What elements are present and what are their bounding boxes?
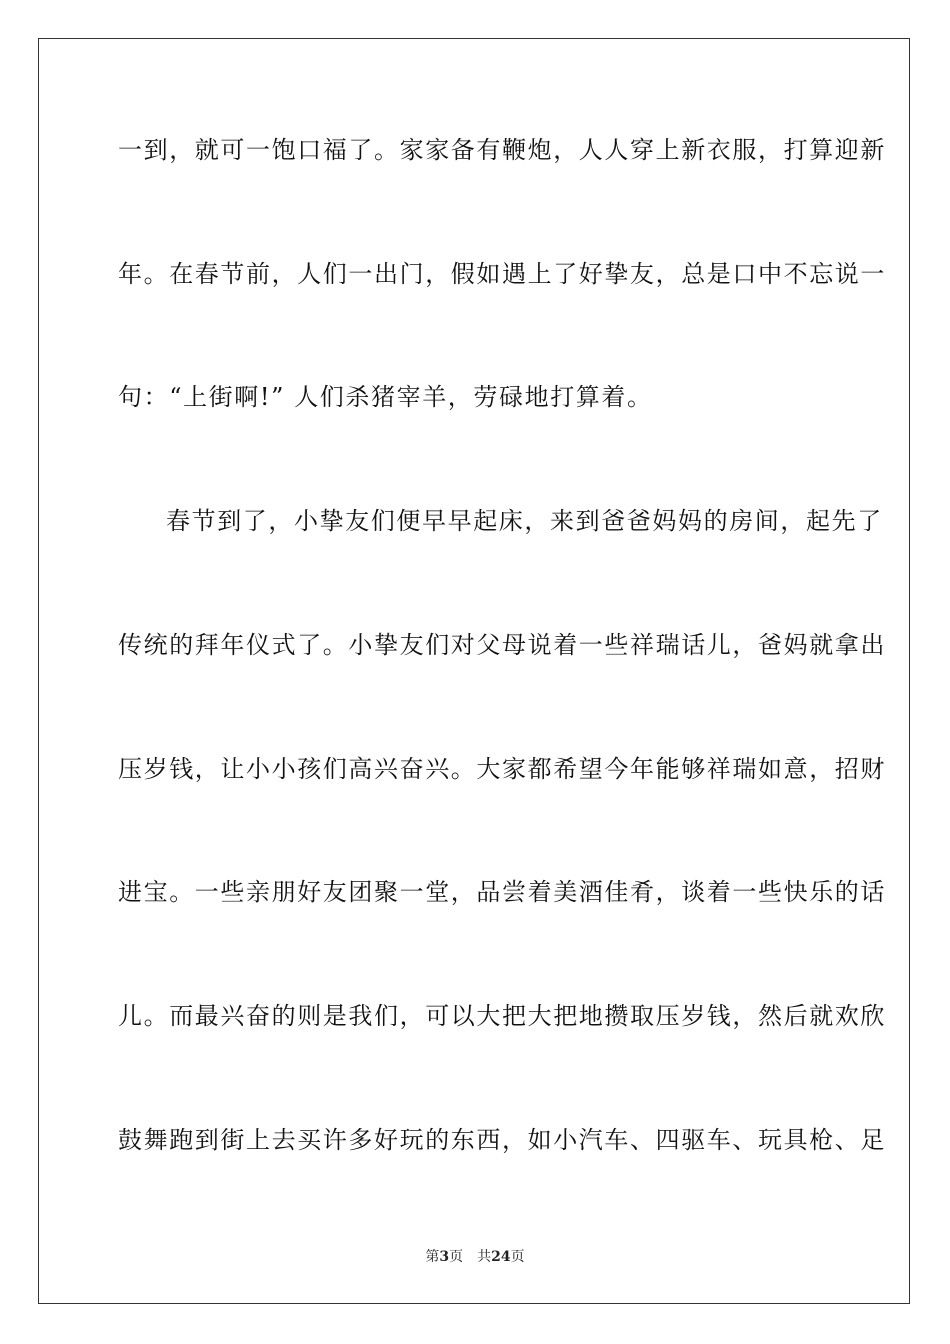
text-line-7: 进宝。一些亲朋好友团聚一堂，品尝着美酒佳肴，谈着一些快乐的话 bbox=[118, 878, 886, 906]
page-prefix: 第 bbox=[425, 1249, 440, 1265]
text-line-3: 句：“上街啊!” 人们杀猪宰羊，劳碌地打算着。 bbox=[118, 383, 653, 411]
total-prefix: 共 bbox=[477, 1249, 492, 1265]
text-line-9: 鼓舞跑到街上去买许多好玩的东西，如小汽车、四驱车、玩具枪、足 bbox=[118, 1126, 886, 1154]
page-border bbox=[38, 38, 910, 1304]
page-footer bbox=[0, 1247, 950, 1267]
text-line-1: 一到，就可一饱口福了。家家备有鞭炮，人人穿上新衣服，打算迎新 bbox=[118, 136, 886, 164]
text-line-6: 压岁钱，让小小孩们高兴奋兴。大家都希望今年能够祥瑞如意，招财 bbox=[118, 755, 886, 783]
page-number: 3 bbox=[439, 1249, 450, 1265]
text-line-5: 传统的拜年仪式了。小挚友们对父母说着一些祥瑞话儿，爸妈就拿出 bbox=[118, 631, 886, 659]
page-suffix: 页 bbox=[449, 1249, 464, 1265]
text-line-4: 春节到了，小挚友们便早早起床，来到爸爸妈妈的房间，起先了 bbox=[166, 507, 883, 535]
total-suffix: 页 bbox=[510, 1249, 525, 1265]
text-line-2: 年。在春节前，人们一出门，假如遇上了好挚友，总是口中不忘说一 bbox=[118, 260, 886, 288]
text-line-8: 儿。而最兴奋的则是我们，可以大把大把地攒取压岁钱，然后就欢欣 bbox=[118, 1002, 886, 1030]
total-pages: 24 bbox=[491, 1249, 511, 1265]
